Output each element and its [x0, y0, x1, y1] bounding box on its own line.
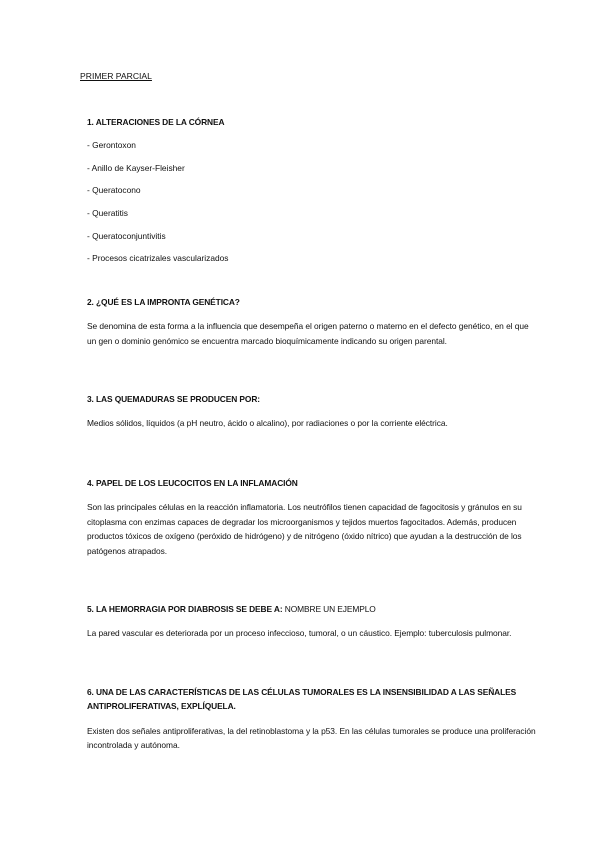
section-2 [87, 295, 539, 348]
section-6 [87, 685, 539, 753]
section-5-heading-bold: 5. LA HEMORRAGIA POR DIABROSIS SE DEBE A: [87, 604, 283, 614]
list-item: - Queratitis [87, 208, 128, 219]
list-item: - Queratoconjuntivitis [87, 230, 166, 241]
section-6-body: Existen dos señales antiproliferativas, la del retinoblastoma y la p53. En las células tumorales se produce una proliferación incontrolada y autónoma. [87, 725, 536, 751]
section-3 [87, 392, 539, 431]
list-item: - Procesos cicatrizales vascularizados [87, 253, 229, 264]
section-4-heading: 4. PAPEL DE LOS LEUCOCITOS EN LA INFLAMACIÓN [87, 478, 298, 488]
cornea-alterations-list [87, 138, 539, 274]
section-2-body: Se denomina de esta forma a la influencia que desempeña el origen paterno o materno en el defecto genético, en el que un gen o dominio genómico se encuentra marcado bioquímicamente indicando su origen parental. [87, 321, 529, 346]
section-1-heading: 1. ALTERACIONES DE LA CÓRNEA [87, 117, 225, 127]
section-1 [87, 115, 539, 274]
list-item: - Queratocono [87, 185, 141, 196]
document-title: PRIMER PARCIAL [80, 71, 152, 81]
section-5 [87, 602, 539, 641]
section-5-heading [87, 602, 539, 616]
list-item: - Anillo de Kayser-Fleisher [87, 162, 185, 173]
section-5-body: La pared vascular es deteriorada por un proceso infeccioso, tumoral, o un cáustico. Ejemplo: tuberculosis pulmonar. [87, 628, 512, 639]
section-4 [87, 476, 539, 559]
section-5-heading-suffix: NOMBRE UN EJEMPLO [284, 604, 376, 614]
section-3-body: Medios sólidos, líquidos (a pH neutro, ácido o alcalino), por radiaciones o por la corriente eléctrica. [87, 418, 448, 429]
list-item: - Gerontoxon [87, 140, 136, 151]
section-2-heading: 2. ¿QUÉ ES LA IMPRONTA GENÉTICA? [87, 297, 240, 307]
section-6-heading: 6. UNA DE LAS CARACTERÍSTICAS DE LAS CÉLULAS TUMORALES ES LA INSENSIBILIDAD A LAS SEÑALES ANTIPROLIFERATIVAS, EXPLÍQUELA. [87, 687, 517, 712]
section-3-heading: 3. LAS QUEMADURAS SE PRODUCEN POR: [87, 394, 260, 404]
section-4-body: Son las principales células en la reacción inflamatoria. Los neutrófilos tienen capacidad de fagocitosis y gránulos en su citoplasma con enzimas capaces de degradar los microorganismos y tejidos muertos fagocitados. Además, producen productos tóxicos de oxígeno (peróxido de hidrógeno) y de nitrógeno (óxido nítrico) que ayudan a la destrucción de los patógenos atrapados. [87, 502, 522, 557]
